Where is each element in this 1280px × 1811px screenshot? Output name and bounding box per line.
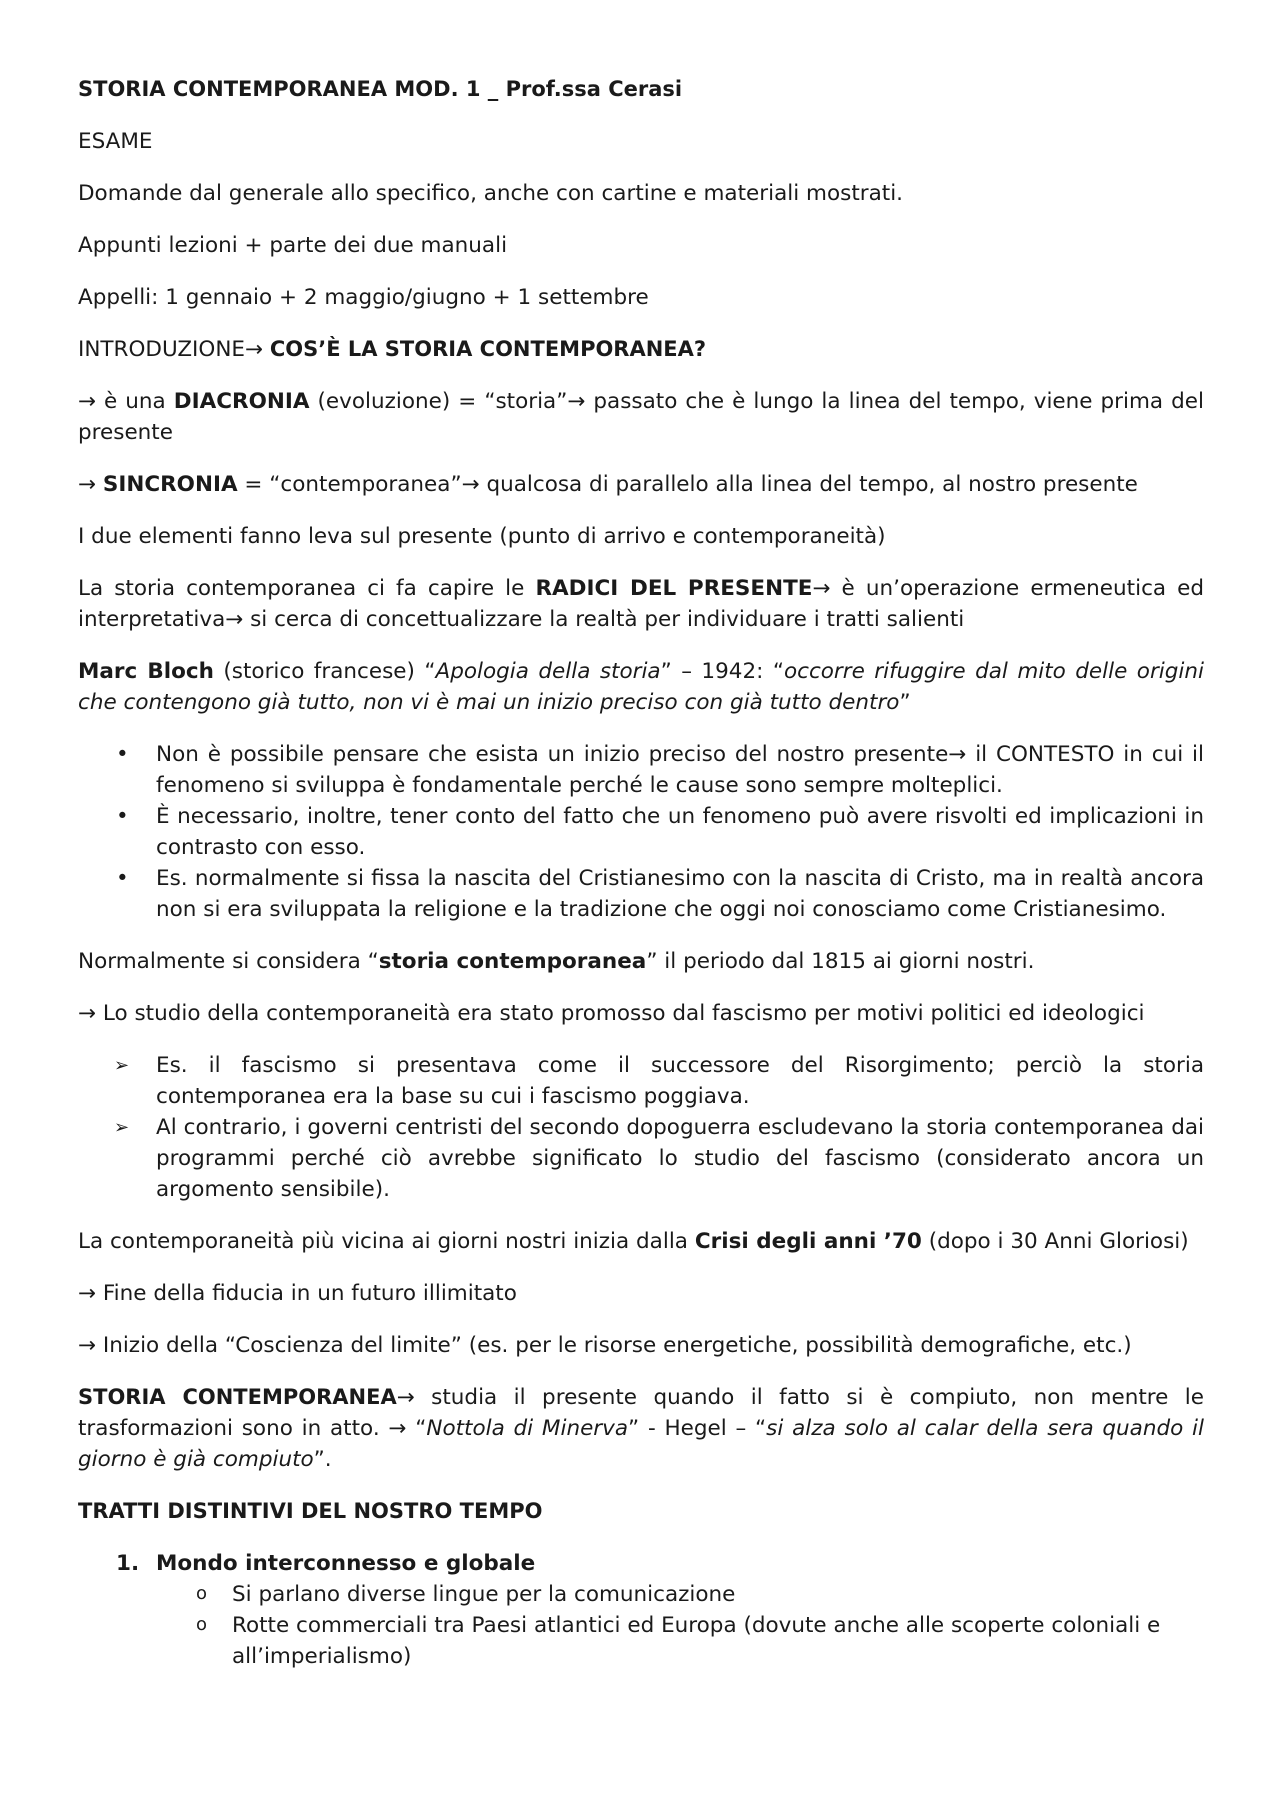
paragraph-storia-contemporanea xyxy=(78,1382,1204,1475)
term-storia-contemporanea-caps: STORIA CONTEMPORANEA xyxy=(78,1385,397,1409)
term-sincronia: SINCRONIA xyxy=(102,472,238,497)
intro-question: COS’È LA STORIA CONTEMPORANEA? xyxy=(269,337,707,361)
item-label: Mondo interconnesso e globale xyxy=(156,1551,536,1576)
list-item: o Rotte commerciali tra Paesi atlantici ed Europa (dovute anche alle scoperte coloniali e all’imperialismo) xyxy=(78,1610,1204,1672)
intro-label: INTRODUZIONE→ xyxy=(78,337,270,362)
text-span: ” - Hegel – “ xyxy=(628,1416,767,1441)
text-span: ” xyxy=(899,690,911,715)
text-span: → è un’operazione ermeneutica ed interpretativa→ si cerca di concettualizzare la realtà per individuare i tratti salienti xyxy=(78,576,1205,632)
document-page xyxy=(78,74,1204,1693)
list-item: • Es. normalmente si fissa la nascita del Cristianesimo con la nascita di Cristo, ma in realtà ancora non si era sviluppata la religione e la tradizione che oggi noi conosciamo come Cristianesimo. xyxy=(78,863,1204,925)
text-span: (evoluzione) = “storia”→ passato che è lungo la linea del tempo, viene prima del presente xyxy=(78,389,1204,445)
text-span: → studia il presente quando il fatto si è compiuto, non mentre le trasformazioni sono in atto. → “ xyxy=(78,1385,1204,1441)
paragraph-radici xyxy=(78,573,1204,635)
arrow-list xyxy=(78,1050,1204,1205)
list-item: ➢ Al contrario, i governi centristi del secondo dopoguerra escludevano la storia contemporanea dai programmi perché ciò avrebbe significato lo studio del fascismo (considerato ancora un argomento sensibile). xyxy=(78,1112,1204,1205)
paragraph-domande: Domande dal generale allo specifico, anche con cartine e materiali mostrati. xyxy=(78,181,903,206)
list-item: o Si parlano diverse lingue per la comunicazione xyxy=(78,1579,1204,1610)
term-diacronia: DIACRONIA xyxy=(173,389,310,414)
document-title: STORIA CONTEMPORANEA MOD. 1 _ Prof.ssa Cerasi xyxy=(78,77,683,101)
text-span: ” il periodo dal 1815 ai giorni nostri. xyxy=(646,949,1035,974)
numbered-item xyxy=(78,1548,1204,1579)
section-tratti: TRATTI DISTINTIVI DEL NOSTRO TEMPO xyxy=(78,1499,543,1523)
text-span: Normalmente si considera “ xyxy=(78,949,379,974)
paragraph-bloch xyxy=(78,656,1204,718)
paragraph-studio: → Lo studio della contemporaneità era stato promosso dal fascismo per motivi politici ed ideologici xyxy=(78,1001,1145,1026)
paragraph-fine: → Fine della fiducia in un futuro illimitato xyxy=(78,1281,517,1306)
hegel-quote: si alza solo al calar della sera quando il giorno è già compiuto xyxy=(78,1416,1205,1472)
bullet-list xyxy=(78,739,1204,925)
nottola-title: Nottola di Minerva xyxy=(426,1416,629,1441)
author-bloch: Marc Bloch xyxy=(78,659,214,684)
text-span: La contemporaneità più vicina ai giorni nostri inizia dalla xyxy=(78,1229,695,1254)
text-span: ” – 1942: “ xyxy=(660,659,784,684)
term-radici: RADICI DEL PRESENTE xyxy=(535,576,813,601)
text-span: → xyxy=(78,472,103,497)
list-item: • Non è possibile pensare che esista un inizio preciso del nostro presente→ il CONTESTO in cui il fenomeno si sviluppa è fondamentale perché le cause sono sempre molteplici. xyxy=(78,739,1204,801)
term-storia-contemporanea: storia contemporanea xyxy=(378,949,647,974)
text-span: = “contemporanea”→ qualcosa di parallelo alla linea del tempo, al nostro presente xyxy=(237,472,1138,497)
term-crisi: Crisi degli anni ’70 xyxy=(694,1229,922,1254)
paragraph-inizio: → Inizio della “Coscienza del limite” (es. per le risorse energetiche, possibilità demografiche, etc.) xyxy=(78,1333,1132,1358)
numbered-list xyxy=(78,1548,1204,1672)
paragraph-diacronia xyxy=(78,386,1204,448)
paragraph-appunti: Appunti lezioni + parte dei due manuali xyxy=(78,233,508,258)
paragraph-appelli: Appelli: 1 gennaio + 2 maggio/giugno + 1 settembre xyxy=(78,285,649,310)
paragraph-elementi: I due elementi fanno leva sul presente (punto di arrivo e contemporaneità) xyxy=(78,524,886,549)
text-span: (storico francese) “ xyxy=(213,659,436,684)
text-span: (dopo i 30 Anni Gloriosi) xyxy=(921,1229,1189,1254)
sub-list xyxy=(78,1579,1204,1672)
list-item: • È necessario, inoltre, tener conto del fatto che un fenomeno può avere risvolti ed implicazioni in contrasto con esso. xyxy=(78,801,1204,863)
item-number: 1. xyxy=(116,1551,140,1576)
paragraph-crisi xyxy=(78,1226,1204,1257)
section-esame: ESAME xyxy=(78,129,153,154)
paragraph-normalmente xyxy=(78,946,1204,977)
bloch-quote: occorre rifuggire dal mito delle origini che contengono già tutto, non vi è mai un inizio preciso con già tutto dentro xyxy=(78,659,1204,715)
text-span: La storia contemporanea ci fa capire le xyxy=(78,576,536,601)
text-span: → è una xyxy=(78,389,174,414)
text-span: ”. xyxy=(313,1447,332,1472)
list-item: ➢ Es. il fascismo si presentava come il successore del Risorgimento; perciò la storia contemporanea era la base su cui i fascismo poggiava. xyxy=(78,1050,1204,1112)
book-title: Apologia della storia xyxy=(435,659,661,684)
paragraph-sincronia xyxy=(78,469,1204,500)
paragraph-introduzione xyxy=(78,334,1204,365)
